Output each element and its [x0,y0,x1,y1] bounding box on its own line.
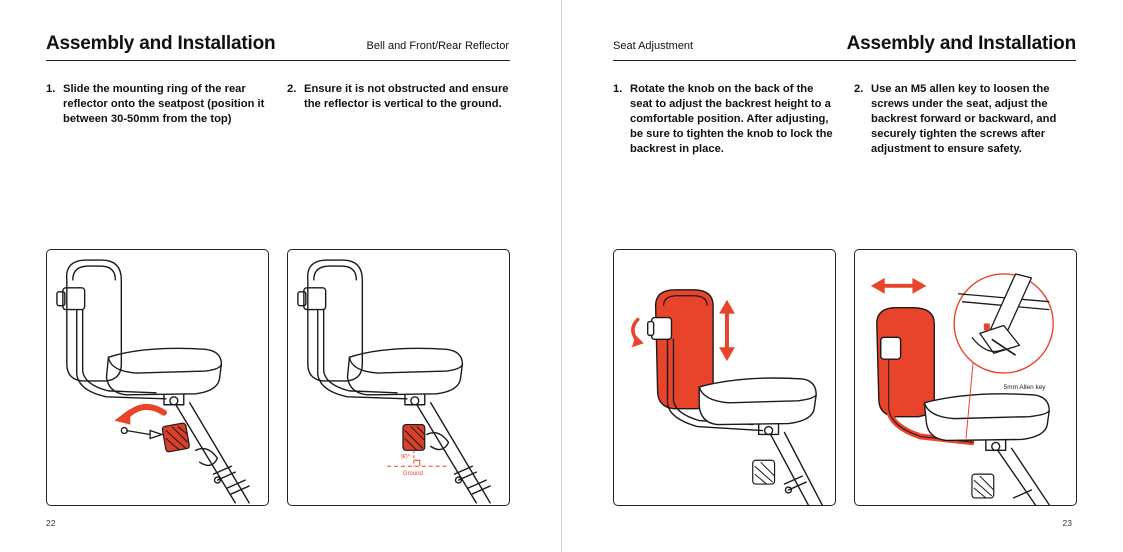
header-rule [613,60,1076,61]
section-subtitle: Seat Adjustment [613,40,694,52]
step-text: Rotate the knob on the back of the seat to adjust the backrest height to a comfortable position. After adjusting, be sure to tighten the knob to lock the backrest in place. [630,83,833,155]
ground-label: Ground [402,471,423,478]
angle-label: 90° [400,454,410,461]
step-text: Ensure it is not obstructed and ensure the reflector is vertical to the ground. [304,83,509,110]
seat-illustration [288,250,509,505]
rotate-arrow-icon [632,320,644,348]
step-2 [854,82,1079,157]
page-number: 22 [46,518,56,528]
figure-reflector-vertical [287,249,510,506]
seat-illustration [855,250,1076,505]
step-text: Use an M5 allen key to loosen the screws under the seat, adjust the backrest forward or backward, and securely tighten the screws after adjustment to ensure safety. [871,83,1057,155]
section-subtitle: Bell and Front/Rear Reflector [366,40,509,52]
allen-key-label: 5mm Allen key [1003,383,1046,391]
right-page [562,0,1123,552]
vertical-arrow-icon [719,300,735,361]
step-1 [46,82,271,127]
header-rule [46,60,510,61]
figure-backrest-forward-backward [854,249,1077,506]
reflector-icon [403,425,425,451]
step-number: 1. [613,83,623,95]
page-title: Assembly and Installation [46,33,276,54]
figure-backrest-height [613,249,836,506]
left-page [0,0,561,552]
seat-illustration [614,250,835,505]
page-number: 23 [1062,518,1072,528]
horizontal-arrow-icon [871,278,926,294]
step-text: Slide the mounting ring of the rear reflector onto the seatpost (position it between 30-50mm from the top) [63,83,265,125]
reflector-icon [972,474,994,498]
seat-illustration [47,250,268,505]
step-number: 2. [854,83,864,95]
step-2 [287,82,512,112]
step-number: 2. [287,83,297,95]
backrest-pad [877,308,934,417]
reflector-icon [162,423,190,453]
step-number: 1. [46,83,56,95]
step-1 [613,82,838,157]
reflector-icon [753,460,775,484]
figure-reflector-mounting [46,249,269,506]
page-title: Assembly and Installation [846,33,1076,54]
